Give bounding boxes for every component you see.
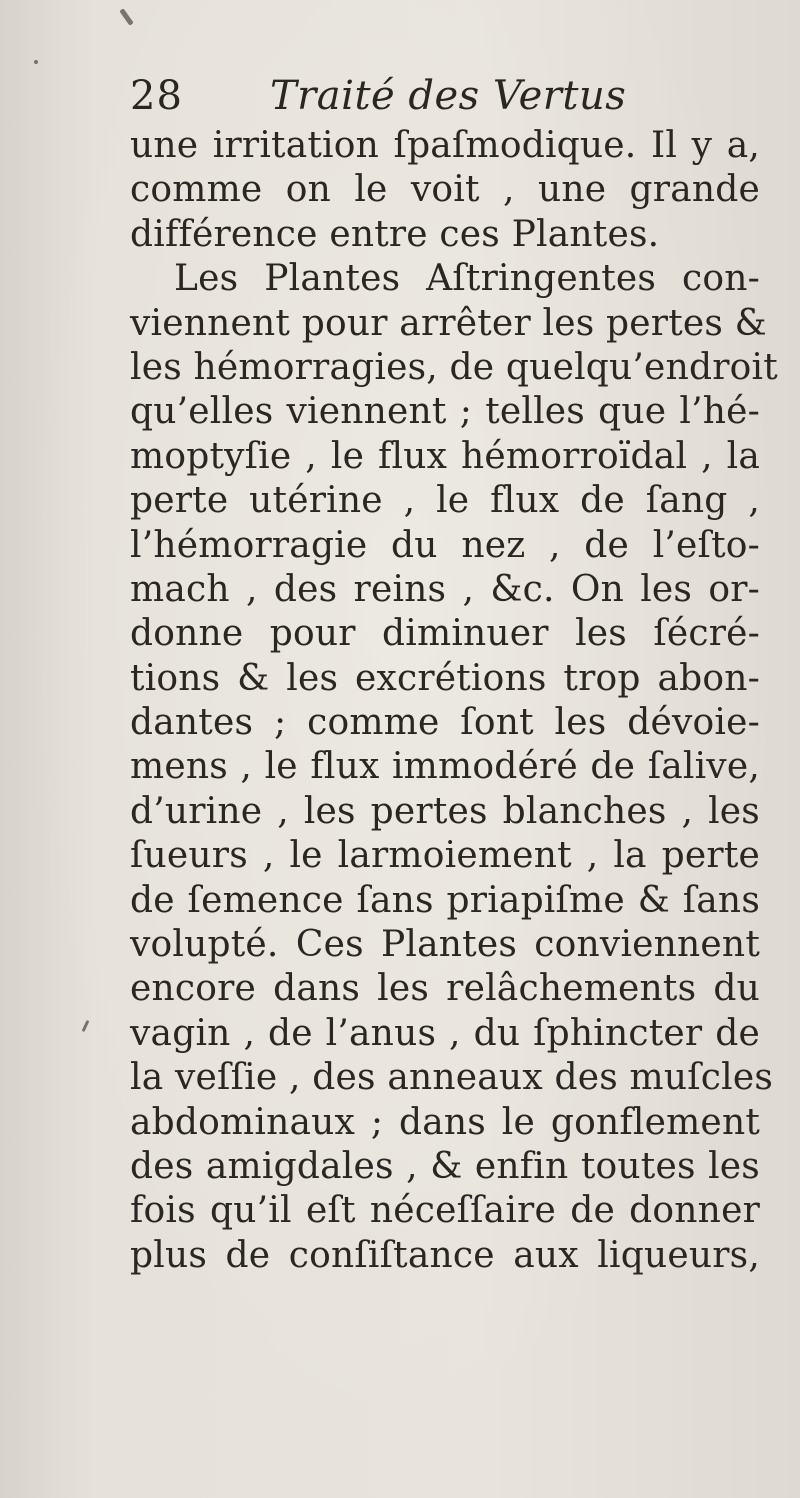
text-line: plus de conſiſtance aux liqueurs,	[130, 1234, 760, 1276]
body-text	[130, 124, 778, 1278]
running-head: Traité des Vertus	[270, 73, 627, 119]
text-line: Les Plantes Aſtringentes con-	[174, 258, 760, 300]
ink-speck	[34, 60, 38, 64]
text-line: mach , des reins , &c. On les or-	[130, 568, 760, 610]
text-line: de ſemence ſans priapiſme & ſans	[130, 879, 760, 921]
text-line: ſueurs , le larmoiement , la perte	[130, 835, 760, 877]
text-line: qu’elles viennent ; telles que l’hé-	[130, 391, 760, 433]
text-line: viennent pour arrêter les pertes &	[130, 302, 767, 344]
text-line: volupté. Ces Plantes conviennent	[130, 924, 760, 966]
text-line: l’hémorragie du nez , de l’eſto-	[130, 524, 760, 566]
text-line: une irritation ſpaſmodique. Il y a,	[130, 125, 760, 166]
text-line: donne pour diminuer les ſécré-	[130, 613, 760, 655]
text-line: abdominaux ; dans le gonflement	[130, 1101, 760, 1143]
text-line: d’urine , les pertes blanches , les	[130, 790, 760, 832]
text-line: les hémorragies, de quelqu’endroit	[130, 346, 778, 388]
text-line: fois qu’il eſt néceſſaire de donner	[130, 1190, 760, 1232]
text-line: comme on le voit , une grande	[130, 169, 760, 211]
ink-speck	[82, 1020, 90, 1032]
text-line: vagin , de l’anus , du ſphincter de	[130, 1012, 760, 1054]
ink-speck	[119, 8, 133, 26]
page-header	[130, 64, 770, 124]
text-line: mens , le flux immodéré de ſalive,	[130, 746, 760, 788]
text-line: encore dans les relâchements du	[130, 968, 760, 1010]
text-line: dantes ; comme ſont les dévoie-	[130, 702, 760, 744]
text-line: la veſſie , des anneaux des muſcles	[130, 1057, 774, 1099]
page-number: 28	[130, 73, 183, 119]
text-line: des amigdales , & enfin toutes les	[130, 1145, 760, 1187]
text-line: différence entre ces Plantes.	[130, 213, 660, 255]
text-line: perte utérine , le flux de ſang ,	[130, 480, 760, 522]
text-line: moptyſie , le flux hémorroïdal , la	[130, 435, 760, 477]
text-line: tions & les excrétions trop abon-	[130, 657, 760, 699]
